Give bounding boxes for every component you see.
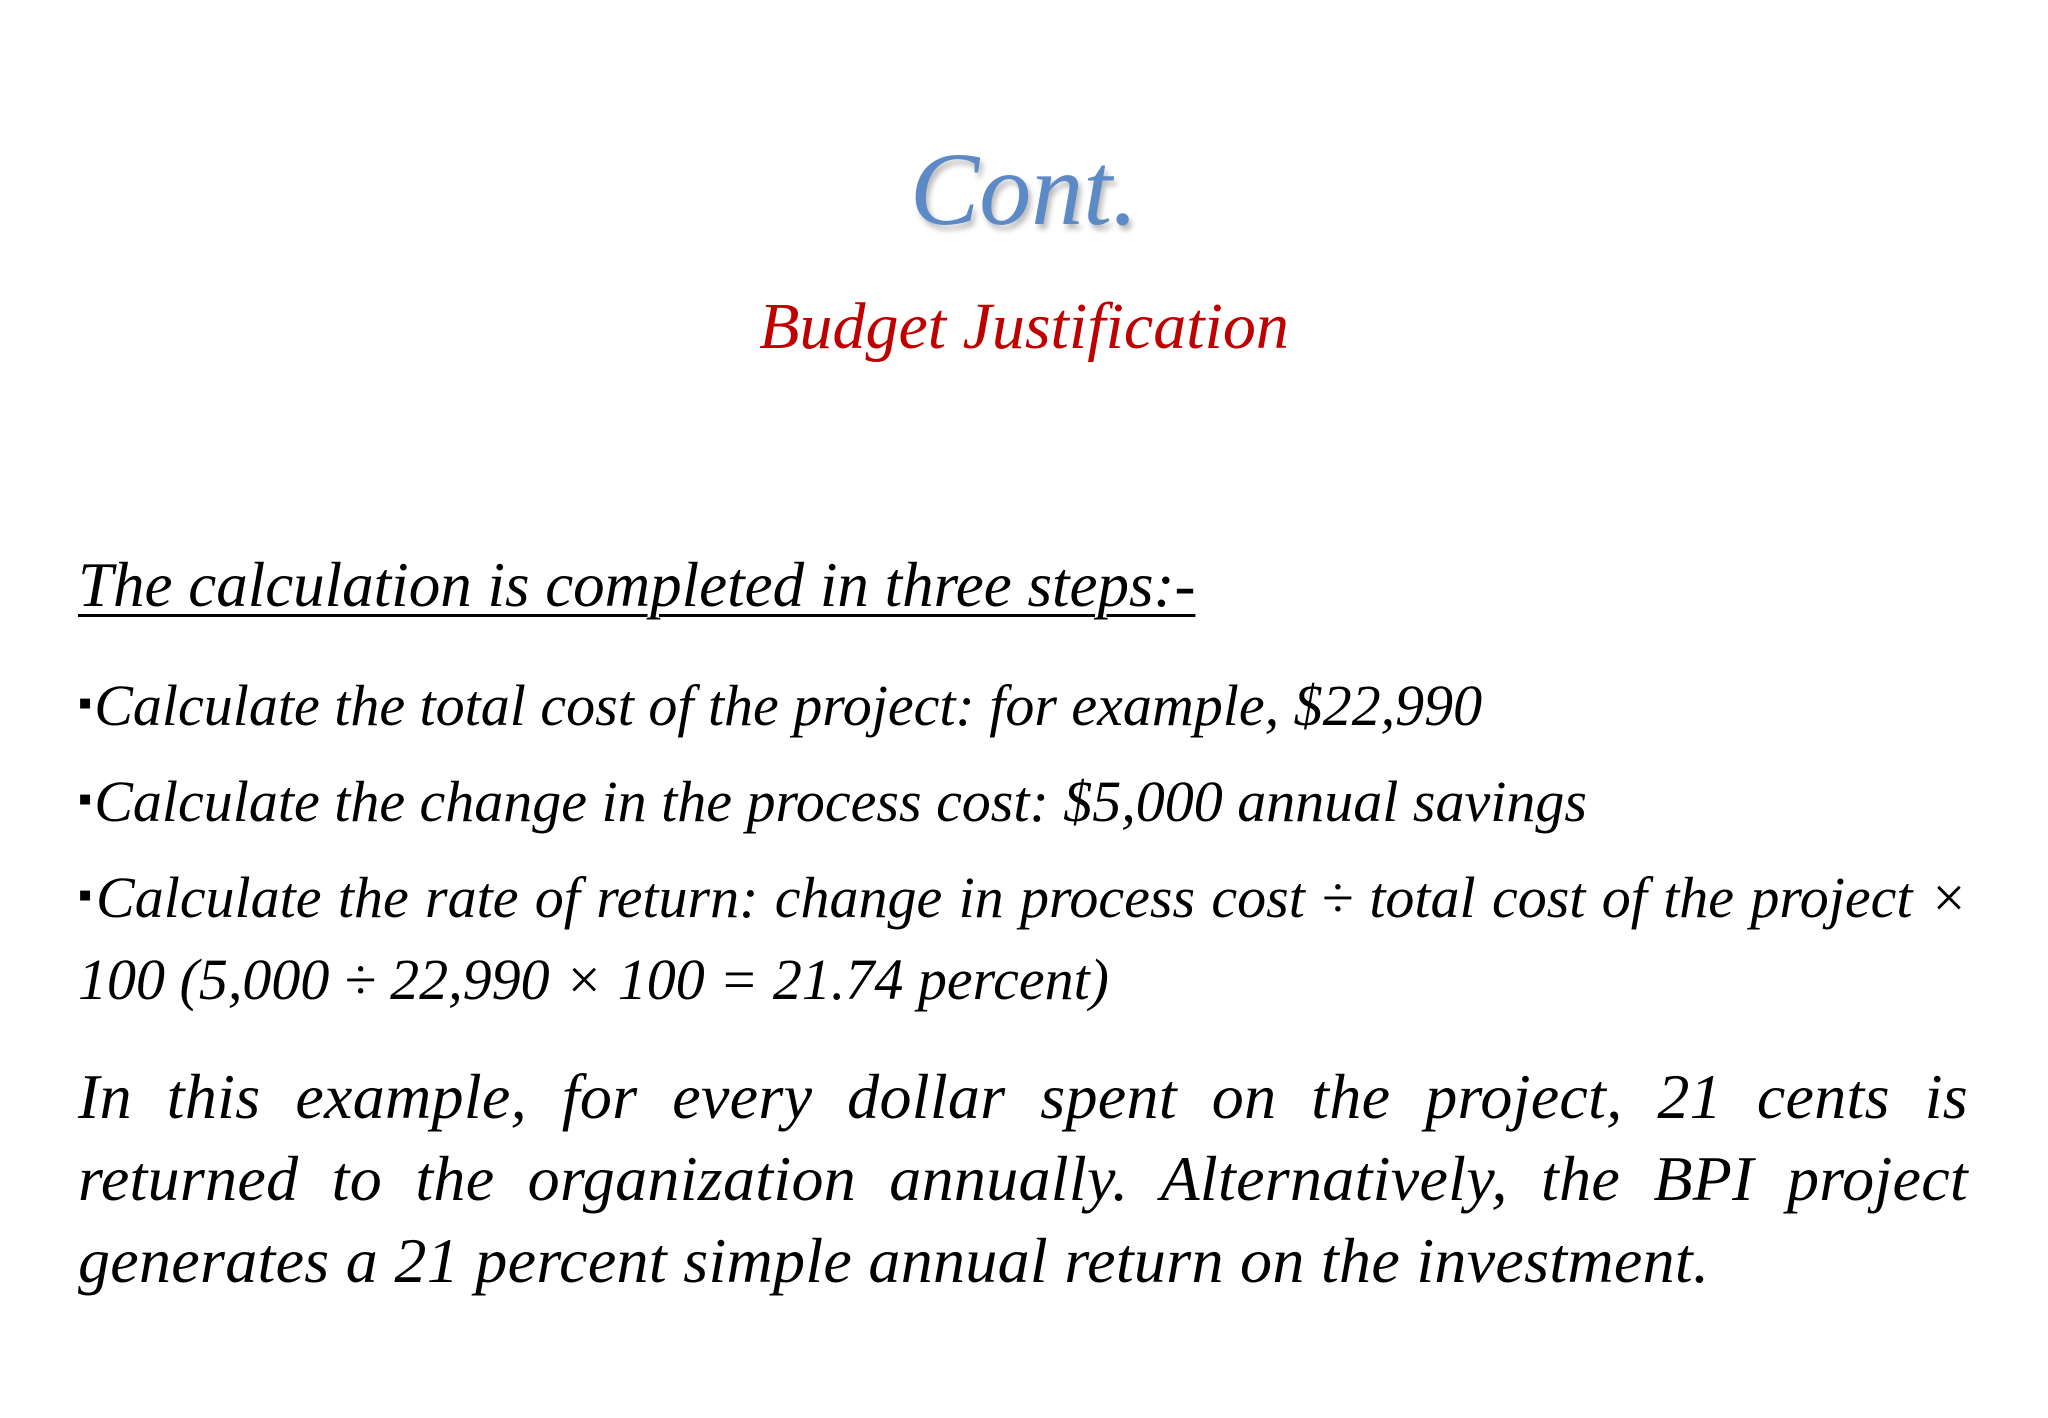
square-bullet-icon: ▪ — [78, 680, 93, 725]
list-item — [78, 860, 1968, 1018]
list-item — [78, 668, 1968, 750]
steps-list — [78, 668, 1968, 1032]
slide-subtitle: Budget Justification — [759, 290, 1289, 363]
conclusion-paragraph: In this example, for every dollar spent on the project, 21 cents is returned to the organization annually. Alternatively, the BPI project generates a 21 percent simple annual return on the investment. — [78, 1061, 1968, 1296]
list-item — [78, 764, 1968, 846]
step-text: Calculate the total cost of the project: for example, $22,990 — [94, 673, 1483, 738]
square-bullet-icon: ▪ — [78, 872, 95, 917]
slide-title: Cont. — [909, 132, 1139, 247]
step-text: Calculate the change in the process cost: $5,000 annual savings — [94, 769, 1587, 834]
square-bullet-icon: ▪ — [78, 776, 93, 821]
steps-heading: The calculation is completed in three steps:- — [78, 550, 1196, 620]
step-text: Calculate the rate of return: change in process cost ÷ total cost of the project × 100 (5,000 ÷ 22,990 × 100 = 21.74 percent) — [78, 865, 1968, 1012]
